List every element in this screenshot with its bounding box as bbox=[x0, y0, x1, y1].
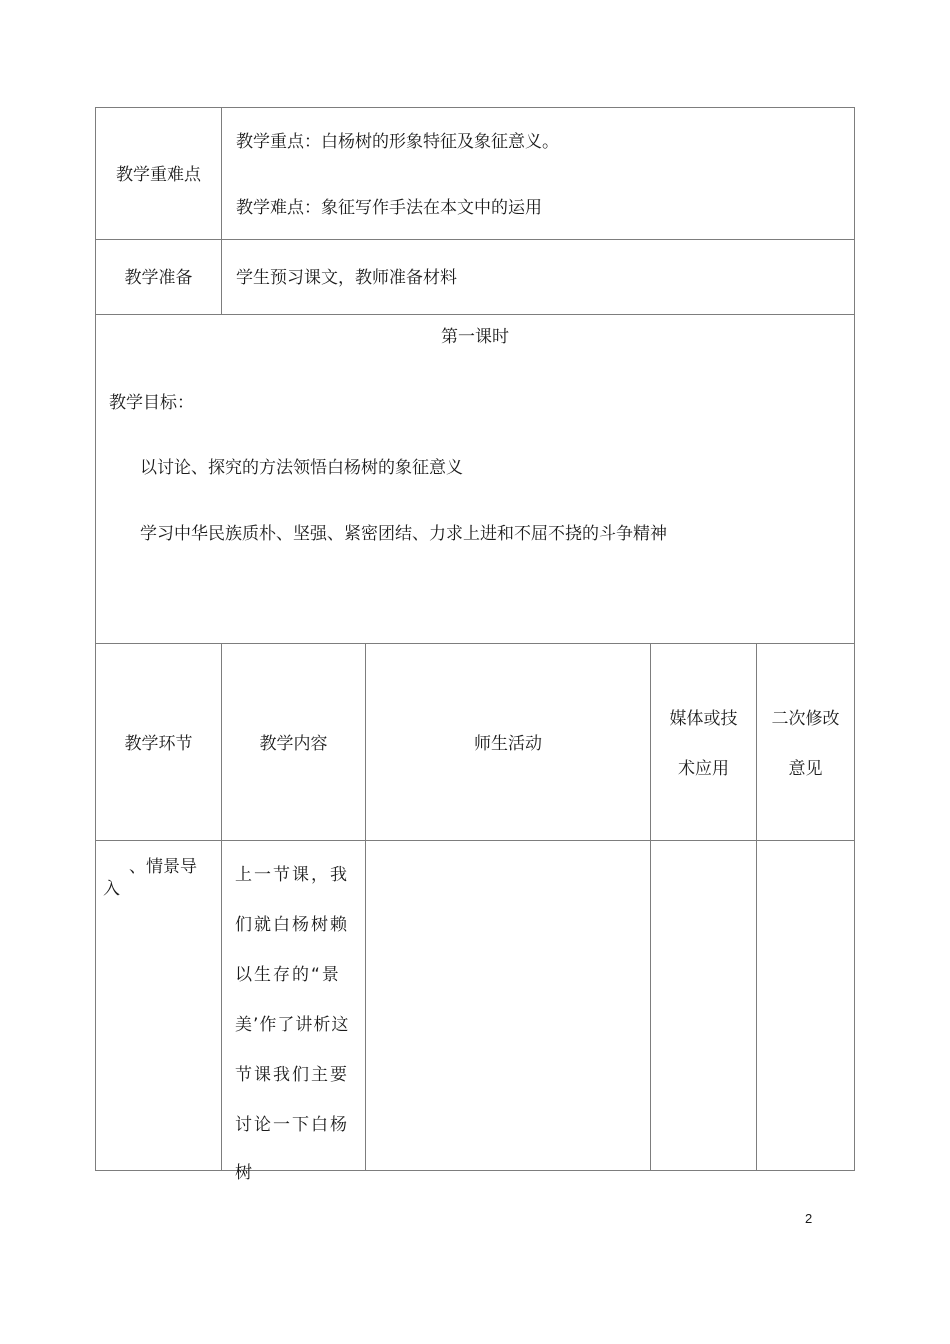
content-line: 美’作了讲析这 bbox=[235, 1015, 350, 1035]
content-line: 以生存的“景 bbox=[235, 965, 341, 985]
stage-cell-line1: 、情景导 bbox=[129, 857, 197, 877]
lesson-title: 第一课时 bbox=[441, 327, 509, 347]
table-border-right bbox=[854, 107, 855, 1171]
row-divider bbox=[95, 643, 855, 644]
row-divider bbox=[95, 239, 855, 240]
content-cell bbox=[222, 841, 365, 1183]
teaching-difficulty: 教学难点：象征写作手法在本文中的运用 bbox=[236, 198, 542, 218]
stage-cell-line2: 入 bbox=[103, 879, 120, 899]
column-divider bbox=[365, 643, 366, 1171]
header-revision-line2: 意见 bbox=[788, 759, 823, 779]
column-divider bbox=[221, 107, 222, 315]
page-number: 2 bbox=[805, 1211, 813, 1226]
content-line: 树 bbox=[235, 1163, 254, 1183]
header-revision-line1: 二次修改 bbox=[771, 709, 840, 729]
key-points-label: 教学重难点 bbox=[116, 165, 201, 185]
header-media-line1: 媒体或技 bbox=[669, 709, 738, 729]
table-border-bottom bbox=[95, 1170, 855, 1171]
content-line: 们就白杨树赖 bbox=[235, 915, 349, 935]
goals-label: 教学目标： bbox=[109, 393, 194, 413]
goal-item: 学习中华民族质朴、坚强、紧密团结、力求上进和不屈不挠的斗争精神 bbox=[140, 524, 667, 544]
content-line: 上一节课，我 bbox=[235, 865, 349, 885]
goal-item: 以讨论、探究的方法领悟白杨树的象征意义 bbox=[140, 458, 463, 478]
content-line: 讨论一下白杨 bbox=[235, 1115, 349, 1135]
content-line: 节课我们主要 bbox=[235, 1065, 349, 1085]
row-divider bbox=[95, 840, 855, 841]
header-stage: 教学环节 bbox=[124, 734, 193, 754]
header-content: 教学内容 bbox=[259, 734, 328, 754]
table-border-left bbox=[95, 107, 96, 1171]
table-border-top bbox=[95, 107, 855, 108]
header-activity: 师生活动 bbox=[474, 734, 542, 754]
header-media-line2: 术应用 bbox=[678, 759, 729, 779]
preparation-content: 学生预习课文，教师准备材料 bbox=[236, 268, 457, 288]
row-divider bbox=[95, 314, 855, 315]
preparation-label: 教学准备 bbox=[124, 268, 193, 288]
teaching-focus: 教学重点：白杨树的形象特征及象征意义。 bbox=[236, 132, 559, 152]
